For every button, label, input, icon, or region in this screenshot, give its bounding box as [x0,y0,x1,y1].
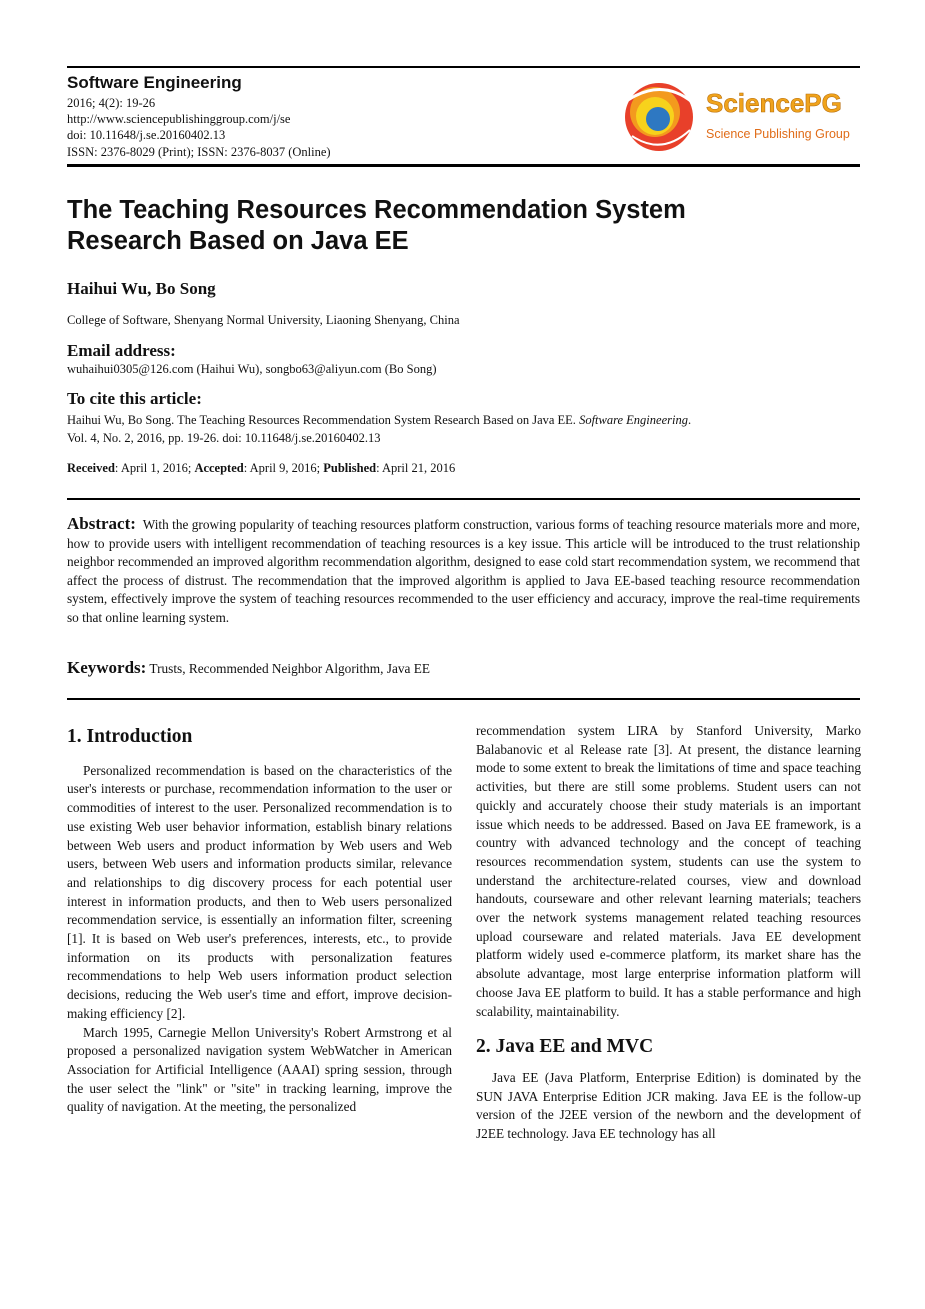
journal-name: Software Engineering [67,73,242,92]
top-rule [67,66,860,68]
abstract-bottom-rule [67,698,860,700]
paragraph: Java EE (Java Platform, Enterprise Edition) is dominated by the SUN JAVA Enterprise Edition JCR making. Java EE is the follow-up version of the J2EE version of the newborn and the development of J2EE technology. Java EE technology has all [476,1069,861,1142]
journal-issn: ISSN: 2376-8029 (Print); ISSN: 2376-8037 (Online) [67,144,331,159]
article-dates [67,461,455,476]
title-line: The Teaching Resources Recommendation System [67,196,686,224]
accepted-label: Accepted [194,461,244,475]
citation-line-2: Vol. 4, No. 2, 2016, pp. 19-26. doi: 10.11648/j.se.20160402.13 [67,431,381,445]
email-addresses[interactable]: wuhaihui0305@126.com (Haihui Wu), songbo63@aliyun.com (Bo Song) [67,362,437,376]
abstract [67,515,860,628]
journal-url[interactable]: http://www.sciencepublishinggroup.com/j/se [67,112,291,127]
sciencepg-logo [622,78,862,158]
abstract-label: Abstract: [67,514,136,533]
keywords-text: Trusts, Recommended Neighbor Algorithm, Java EE [149,661,430,676]
citation-post: . [687,413,692,427]
journal-doi: doi: 10.11648/j.se.20160402.13 [67,128,226,143]
paragraph: Personalized recommendation is based on the characteristics of the user's interests or purchase, recommendation information to the user or commodities of interest to the user. Personalized recommendation is to use existing Web user behavior information, establish binary relations between Web users and product information by Web users and Web users, between Web users and information products similar, relevance and relationships to dig discovery process for each potential user interest in information products, and then to Web users personalized recommendation service, is essentially an information filter, screening [1]. It is based on Web user's preferences, interests, etc., to provide information on its products with personalization features recommendations to help Web users information product selection decisions, reducing the Web user's time and effort, improve decision-making efficiency [2]. [67,762,452,1021]
published-date: : April 21, 2016 [376,461,456,475]
citation [67,411,862,447]
keywords [67,658,860,678]
abstract-top-rule [67,498,860,500]
abstract-text: With the growing popularity of teaching resources platform construction, various forms of teaching resource materials more and more, how to provide users with intelligent recommendation of teaching resources is a key issue. This article will be introduced to the trust relationship neighbor recommended an improved algorithm recommendation algorithm, designed to ease cold start recommendation system, we recommend that affect the process of distrust. The recommendation that the improved algorithm is applied to Java EE-based teaching resource recommendation system, effectively improve the system of teaching resources recommended to the user efficiency and accuracy, improve the real-time requirements so that online learning system. [67,517,860,625]
journal-issue: 2016; 4(2): 19-26 [67,96,156,110]
received-date: : April 1, 2016; [114,461,195,475]
journal-meta [67,95,331,160]
logo-tagline-text: Science Publishing Group [706,127,850,141]
section-heading-introduction: 1. Introduction [67,726,193,747]
received-label: Received [67,461,115,475]
authors: Haihui Wu, Bo Song [67,279,216,298]
paper-title [67,195,827,257]
accepted-date: : April 9, 2016; [243,461,324,475]
keywords-label: Keywords: [67,658,147,677]
left-column [67,728,452,1117]
logo-brand-text: SciencePG [706,88,842,118]
email-heading: Email address: [67,341,176,360]
citation-line-1 [67,411,862,429]
paragraph: recommendation system LIRA by Stanford University, Marko Balabanovic et al Release rate [3]. At present, the distance learning mode to some extent to break the limitations of time and space teaching activities, but there are still some problems. Student users can not quickly and accurately choose their study materials is an important issue which needs to be addressed. Based on Java EE framework, is a country with advanced technology and the concept of teaching resources recommendation system, students can use the system to understand the architecture-related courses, view and download handouts, courseware and other relevant learning materials; teachers over the network systems management related teaching resources upload courseware and related materials. Java EE development platform widely used e-commerce platform, its market share has the absolute advantage, most large enterprise information platform will choose Java EE platform to build. It has a stable performance and high scalability, maintainability. [476,723,861,1019]
cite-heading: To cite this article: [67,389,202,408]
section-heading-java-ee-mvc: 2. Java EE and MVC [476,1036,654,1058]
header-rule [67,164,860,167]
citation-pre: Haihui Wu, Bo Song. The Teaching Resources Recommendation System Research Based on Java EE. [67,413,580,427]
affiliation: College of Software, Shenyang Normal University, Liaoning Shenyang, China [67,313,460,327]
title-line: Research Based on Java EE [67,227,409,255]
published-label: Published [323,461,377,475]
right-column [476,722,861,1144]
sciencepg-logo-icon [622,78,862,158]
citation-journal: Software Engineering [579,413,688,427]
paragraph: March 1995, Carnegie Mellon University's Robert Armstrong et al proposed a personalized navigation system WebWatcher in American Association for Artificial Intelligence (AAAI) spring session, through the user select the "link" or "site" in tracking learning, improve the quality of navigation. At the meeting, the personalized [67,1024,452,1115]
